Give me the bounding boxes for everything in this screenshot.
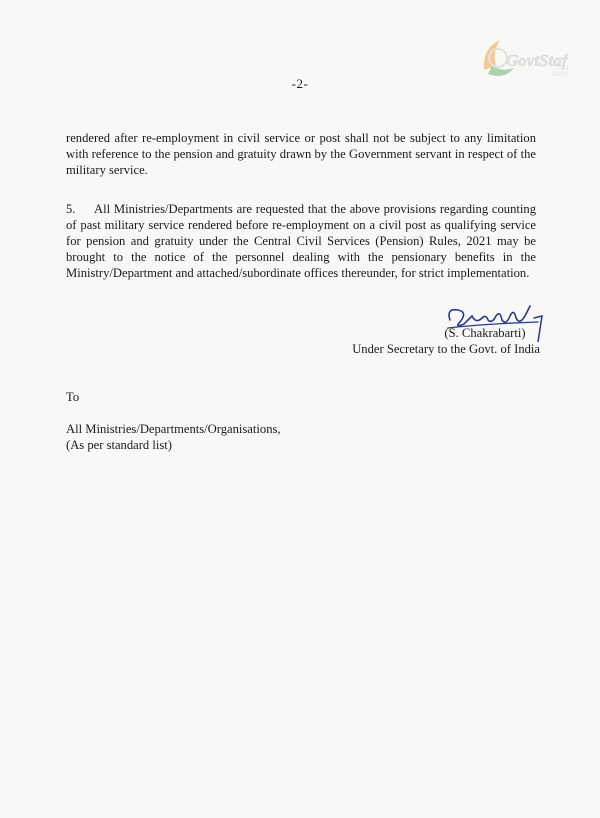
paragraph-5 [66, 201, 536, 281]
signatory-name: (S. Chakrabarti) [444, 326, 526, 340]
page-number: -2- [291, 76, 309, 91]
paragraph-number: 5. [66, 202, 76, 216]
recipients-block [66, 421, 281, 453]
to-label: To [66, 390, 80, 404]
recipient-line: All Ministries/Departments/Organisations, [66, 422, 281, 436]
svg-text:GovtStaff: GovtStaff [506, 51, 568, 70]
paragraph-5-text: All Ministries/Departments are requested that the above provisions regarding counting of past military service rendered before re-employment on a civil post as qualifying service for pension and gratuity under the Central Civil Services (Pension) Rules, 2021 may be brought to the notice of the personnel dealing with the pensionary benefits in the Ministry/Department and attached/subordinate offices thereunder, for strict implementation. [66, 202, 536, 280]
recipient-note: (As per standard list) [66, 438, 172, 452]
svg-text:.com: .com [550, 69, 568, 78]
paragraph-continued: rendered after re-employment in civil service or post shall not be subject to any limitation with reference to the pension and gratuity drawn by the Government servant in respect of the military service. [66, 131, 536, 177]
signatory-designation: Under Secretary to the Govt. of India [352, 342, 540, 356]
